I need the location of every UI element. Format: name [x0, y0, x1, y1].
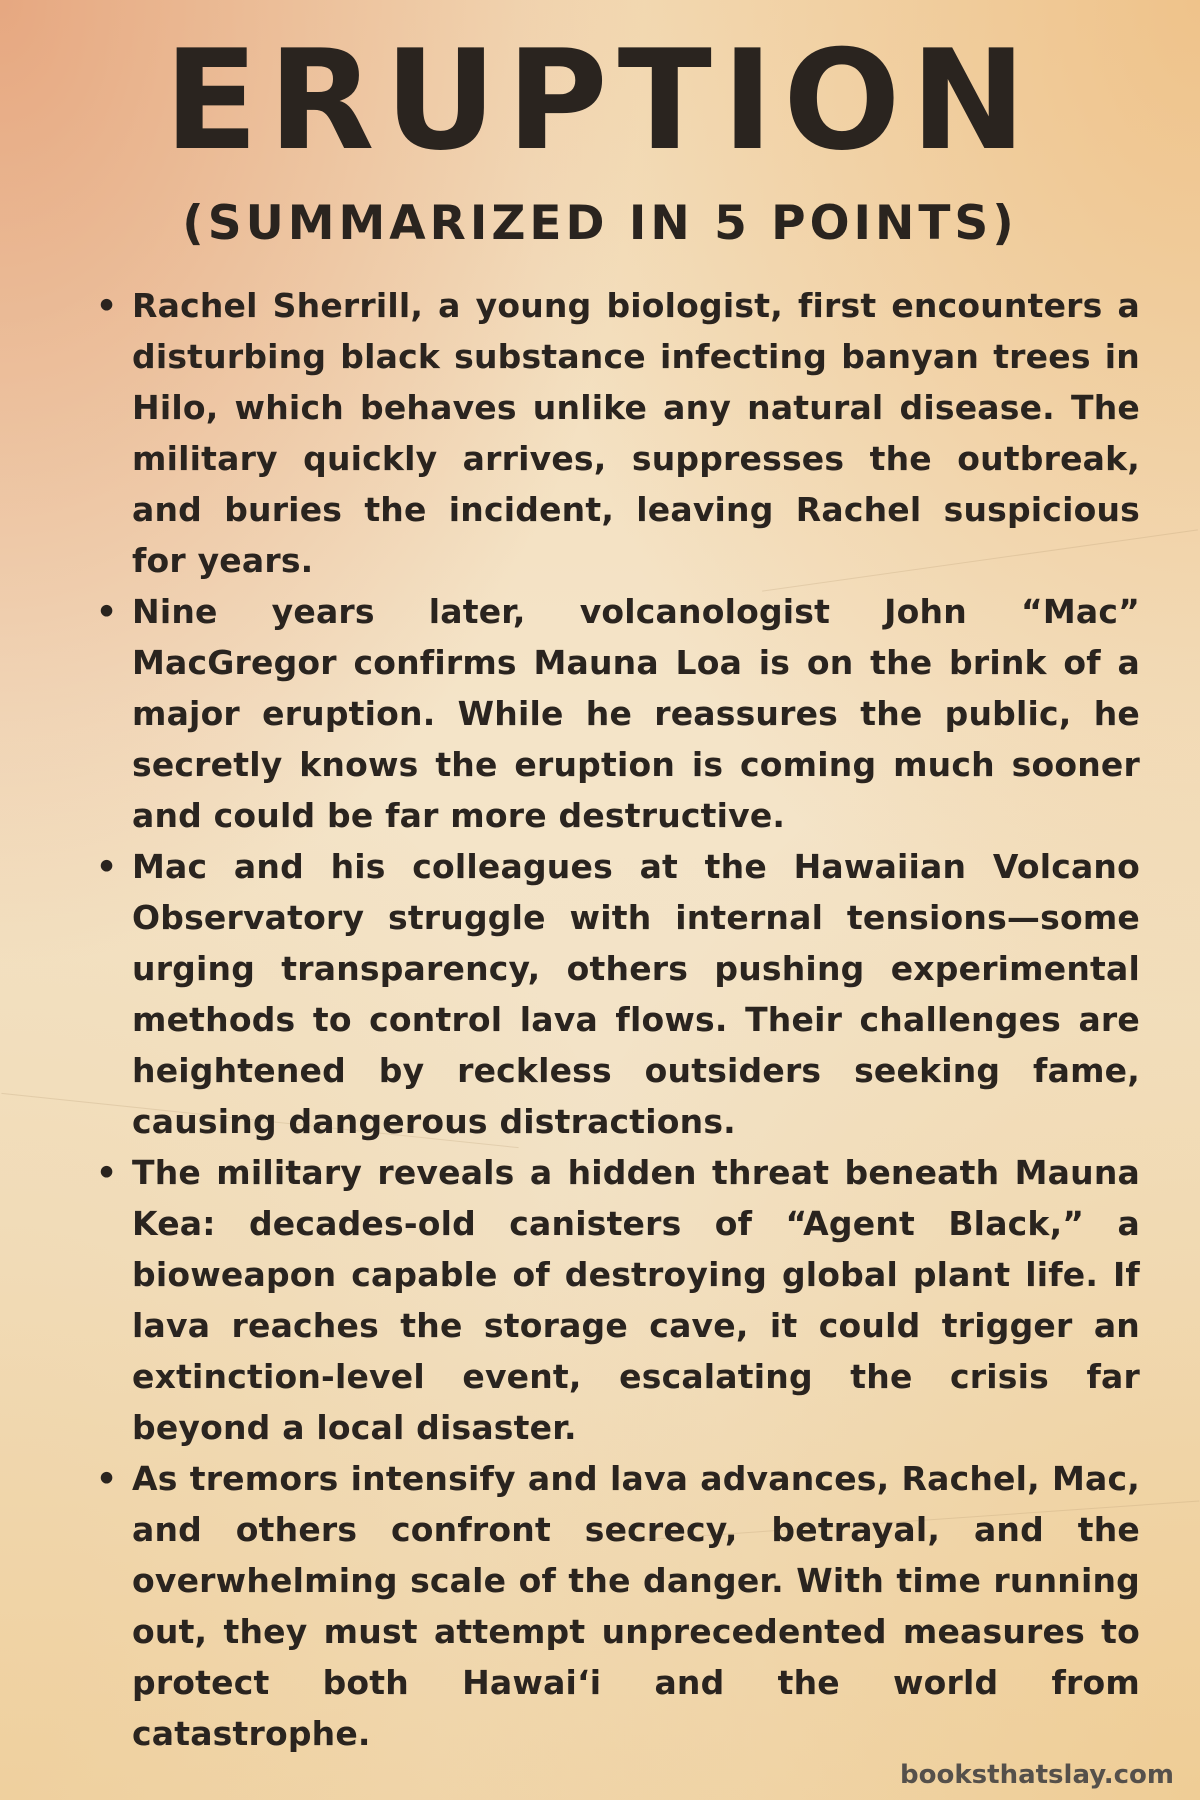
summary-point-2: [92, 586, 1140, 841]
bullet-icon: •: [96, 592, 118, 631]
summary-point-1: [92, 280, 1140, 586]
bullet-icon: •: [96, 847, 118, 886]
summary-point-text: Nine years later, volcanologist John “Mac” MacGregor confirms Mauna Loa is on the brink of a major eruption. While he reassures the public, he secretly knows the eruption is coming much sooner and could be far more destructive.: [132, 592, 1140, 835]
bullet-icon: •: [96, 1459, 118, 1498]
summary-points-list: [92, 280, 1140, 1759]
summary-point-3: [92, 841, 1140, 1147]
summary-point-text: The military reveals a hidden threat beneath Mauna Kea: decades-old canisters of “Agent Black,” a bioweapon capable of destroying global plant life. If lava reaches the storage cave, it could trigger an extinction-level event, escalating the crisis far beyond a local disaster.: [132, 1153, 1140, 1447]
summary-point-5: [92, 1453, 1140, 1759]
website-credit: booksthatslay.com: [900, 1760, 1174, 1790]
summary-point-text: As tremors intensify and lava advances, Rachel, Mac, and others confront secrecy, betrayal, and the overwhelming scale of the danger. With time running out, they must attempt unprecedented measures to protect both Hawaiʻi and the world from catastrophe.: [132, 1459, 1140, 1753]
bullet-icon: •: [96, 286, 118, 325]
page-title: ERUPTION: [163, 20, 1037, 181]
summary-point-text: Mac and his colleagues at the Hawaiian Volcano Observatory struggle with internal tensions—some urging transparency, others pushing experimental methods to control lava flows. Their challenges are heightened by reckless outsiders seeking fame, causing dangerous distractions.: [132, 847, 1140, 1141]
summary-point-text: Rachel Sherrill, a young biologist, first encounters a disturbing black substance infecting banyan trees in Hilo, which behaves unlike any natural disease. The military quickly arrives, suppresses the outbreak, and buries the incident, leaving Rachel suspicious for years.: [132, 286, 1140, 580]
page-subtitle: (SUMMARIZED IN 5 POINTS): [182, 196, 1018, 251]
summary-point-4: [92, 1147, 1140, 1453]
bullet-icon: •: [96, 1153, 118, 1192]
